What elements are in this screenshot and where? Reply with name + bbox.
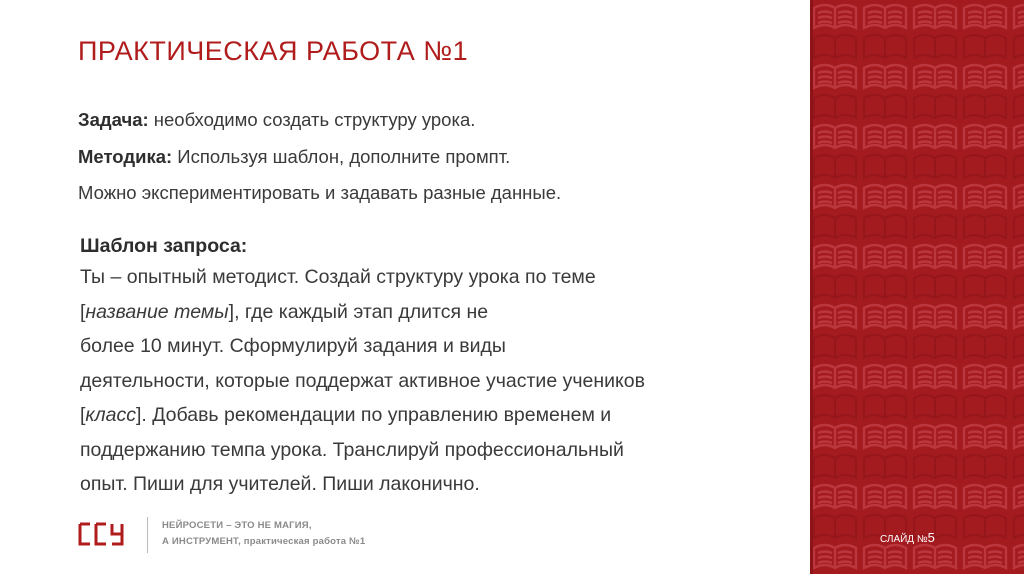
topic-placeholder: название темы [85, 300, 229, 323]
template-row: поддержанию темпа урока. Транслируй профессиональный [80, 438, 624, 461]
task-line [78, 109, 475, 131]
page-title: ПРАКТИЧЕСКАЯ РАБОТА №1 [78, 36, 469, 66]
decorative-band [810, 0, 1024, 574]
footer-divider [147, 517, 148, 553]
method-line [78, 146, 510, 168]
ssu-logo-icon [78, 520, 124, 548]
template-row: деятельности, которые поддержат активное участие учеников [80, 369, 645, 392]
template-row: опыт. Пиши для учителей. Пиши лаконично. [80, 473, 480, 495]
task-label: Задача: [78, 109, 149, 130]
prompt-template [80, 232, 780, 502]
book-pattern [810, 0, 1024, 574]
template-heading: Шаблон запроса: [80, 235, 248, 257]
class-placeholder: класс [85, 404, 136, 426]
template-row: [название темы], где каждый этап длится не [80, 300, 489, 323]
task-text: необходимо создать структуру урока. [148, 109, 476, 130]
template-row: [класс]. Добавь рекомендации по управлению временем и [80, 404, 612, 426]
template-row: более 10 минут. Сформулируй задания и виды [80, 335, 506, 357]
method-label: Методика: [78, 146, 173, 167]
template-row: Ты – опытный методист. Создай структуру урока по теме [80, 266, 596, 288]
note-line: Можно экспериментировать и задавать разные данные. [78, 182, 562, 203]
footer-line-1: НЕЙРОСЕТИ – ЭТО НЕ МАГИЯ, [162, 520, 312, 531]
footer-line-2: А ИНСТРУМЕНТ, практическая работа №1 [162, 536, 366, 547]
method-text: Используя шаблон, дополните промпт. [172, 146, 511, 167]
slide-number: СЛАЙД №5 [880, 530, 935, 545]
footer-caption [162, 518, 365, 550]
